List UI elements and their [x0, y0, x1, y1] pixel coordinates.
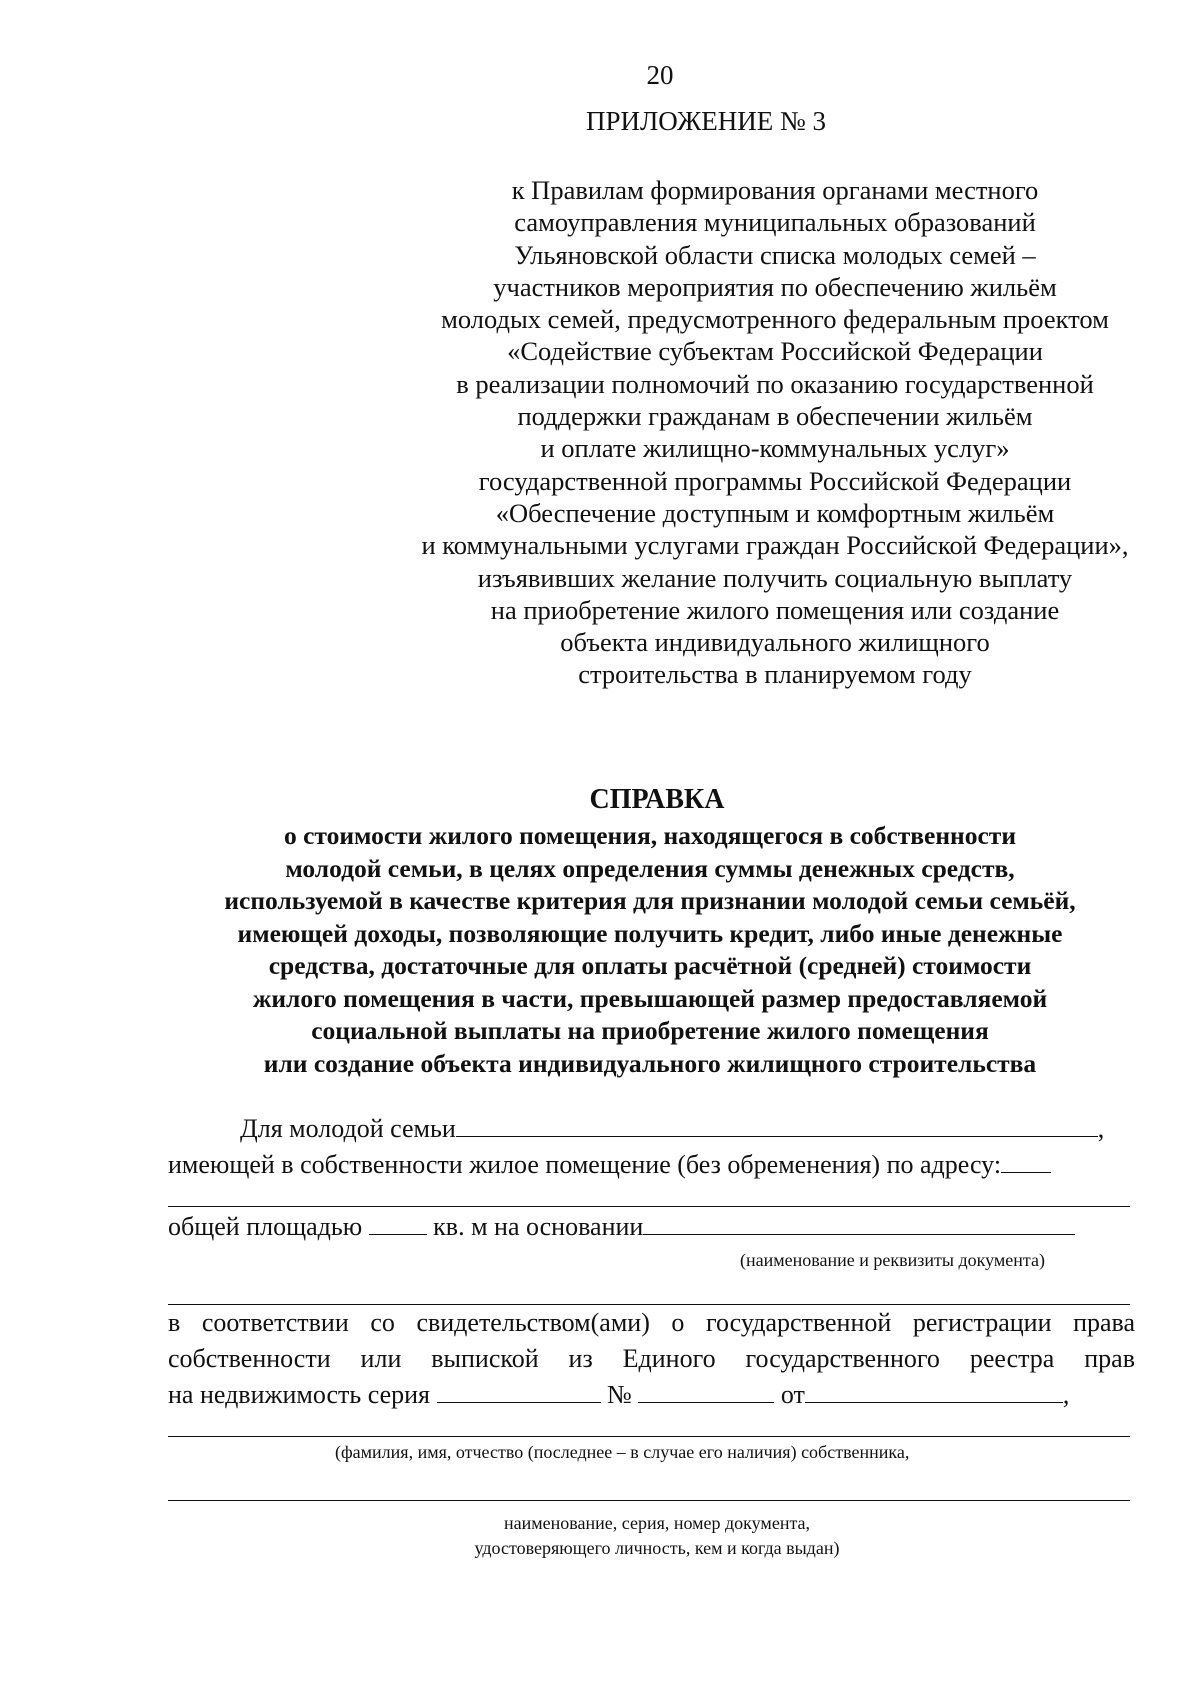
preamble-line: «Содействие субъектам Российской Федерации [507, 336, 1043, 367]
subtitle-line: или создание объекта индивидуального жилищного строительства [263, 1048, 1037, 1078]
family-comma: , [1097, 1114, 1105, 1143]
basis-document-field-line[interactable] [168, 1304, 1130, 1305]
from-label: от [780, 1380, 805, 1409]
certificate-title: СПРАВКА [589, 784, 725, 815]
series-field[interactable] [437, 1380, 601, 1403]
basis-document-field[interactable] [643, 1212, 1075, 1235]
series-label: на недвижимость серия [168, 1380, 430, 1409]
owning-label: имеющей в собственности жилое помещение (без обременения) по адресу: [168, 1150, 1002, 1179]
address-row [168, 1150, 1051, 1180]
id-caption-line: наименование, серия, номер документа, [503, 1513, 811, 1533]
area-row [168, 1212, 1075, 1242]
preamble-line: поддержки гражданам в обеспечении жильём [517, 401, 1033, 432]
preamble-line: участников мероприятия по обеспечению жильём [493, 271, 1057, 302]
preamble-line: к Правилам формирования органами местного [511, 175, 1039, 205]
number-field[interactable] [638, 1380, 774, 1403]
document-caption: (наименование и реквизиты документа) [740, 1250, 1045, 1270]
area-label: общей площадью [168, 1212, 363, 1241]
owner-field-line[interactable] [168, 1436, 1130, 1437]
preamble-line: государственной программы Российской Федерации [478, 465, 1072, 496]
certificate-subtitle [170, 820, 1130, 1080]
date-field[interactable] [805, 1380, 1063, 1403]
id-caption-line: удостоверяющего личность, кем и когда выдан) [474, 1538, 840, 1558]
certificate-text-line: в соответствии со свидетельством(ами) о государственной регистрации права [168, 1308, 1135, 1337]
preamble-line: самоуправления муниципальных образований [514, 207, 1036, 238]
appendix-preamble [360, 174, 1190, 691]
area-field[interactable] [369, 1212, 427, 1235]
owner-caption: (фамилия, имя, отчество (последнее – в случае его наличия) собственника, [335, 1442, 910, 1462]
address-field-line[interactable] [168, 1206, 1130, 1207]
family-row [240, 1114, 1104, 1144]
subtitle-line: имеющей доходы, позволяющие получить кредит, либо иные денежные [237, 918, 1063, 948]
id-document-field-line[interactable] [168, 1500, 1130, 1501]
address-field-start[interactable] [1001, 1150, 1051, 1173]
subtitle-line: о стоимости жилого помещения, находящегося в собственности [283, 821, 1017, 850]
appendix-heading: ПРИЛОЖЕНИЕ № 3 [585, 106, 827, 136]
preamble-line: молодых семей, предусмотренного федеральным проектом [441, 304, 1109, 335]
preamble-line: «Обеспечение доступным и комфортным жильём [495, 497, 1055, 528]
subtitle-line: молодой семьи, в целях определения суммы денежных средств, [285, 853, 1015, 883]
preamble-line: объекта индивидуального жилищного [560, 627, 990, 658]
preamble-line: в реализации полномочий по оказанию государственной [456, 368, 1094, 399]
preamble-line: на приобретение жилого помещения или создание [490, 594, 1060, 625]
subtitle-line: жилого помещения в части, превышающей размер предоставляемой [252, 983, 1048, 1013]
subtitle-line: социальной выплаты на приобретение жилого помещения [311, 1016, 989, 1045]
preamble-line: строительства в планируемом году [578, 659, 972, 690]
series-row [168, 1380, 1069, 1410]
date-comma: , [1062, 1380, 1070, 1409]
certificate-text-line: собственности или выпиской из Единого государственного реестра прав [168, 1344, 1135, 1373]
number-label: № [607, 1380, 632, 1409]
preamble-line: и коммунальными услугами граждан Российской Федерации», [421, 530, 1129, 561]
preamble-line: и оплате жилищно-коммунальных услуг» [540, 433, 1010, 464]
family-label: Для молодой семьи [240, 1114, 456, 1143]
page-number: 20 [646, 60, 674, 90]
family-name-field[interactable] [456, 1114, 1098, 1137]
subtitle-line: средства, достаточные для оплаты расчётной (средней) стоимости [268, 951, 1032, 980]
preamble-line: Ульяновской области списка молодых семей – [514, 239, 1036, 270]
preamble-line: изъявивших желание получить социальную выплату [477, 562, 1073, 593]
subtitle-line: используемой в качестве критерия для признании молодой семьи семьёй, [224, 886, 1076, 915]
area-unit-label: кв. м на основании [433, 1212, 644, 1241]
